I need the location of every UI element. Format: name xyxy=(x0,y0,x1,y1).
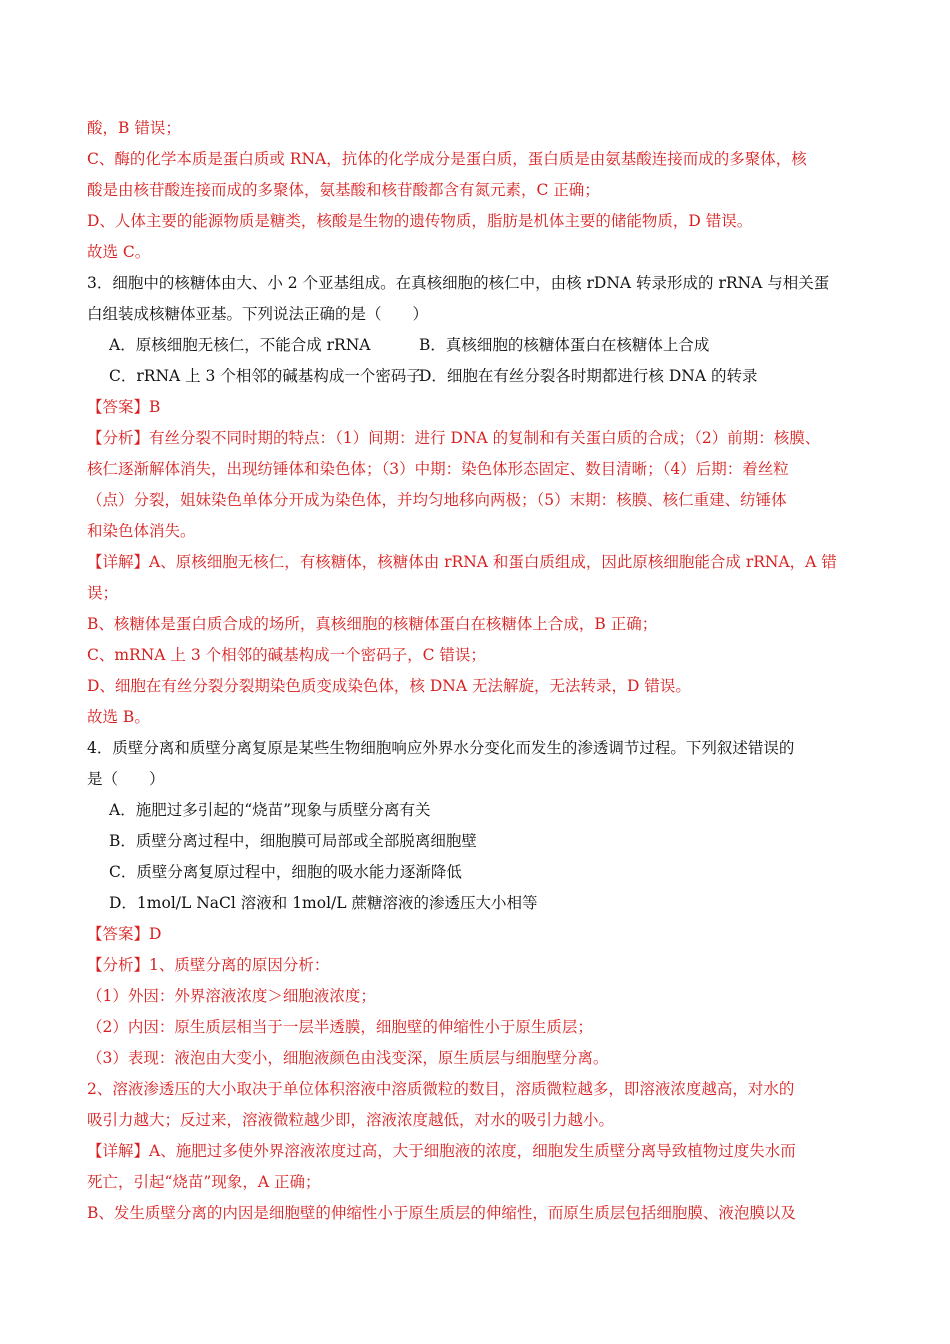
q3-detail-line: D、细胞在有丝分裂分裂期染色质变成染色体，核 DNA 无法解旋，无法转录，D 错误。 xyxy=(87,677,691,695)
q3-analysis-line: （点）分裂，姐妹染色单体分开成为染色体，并均匀地移向两极；（5）末期：核膜、核仁重建、纺锤体 xyxy=(87,491,787,509)
q4-analysis-line: （3）表现：液泡由大变小，细胞液颜色由浅变深，原生质层与细胞壁分离。 xyxy=(87,1049,609,1067)
q3-stem: 3．细胞中的核糖体由大、小 2 个亚基组成。在真核细胞的核仁中，由核 rDNA 转录形成的 rRNA 与相关蛋 xyxy=(87,274,830,292)
q3-analysis-line: 核仁逐渐解体消失，出现纺锤体和染色体；（3）中期：染色体形态固定、数目清晰；（4）后期：着丝粒 xyxy=(87,460,789,478)
q3-option-d: D．细胞在有丝分裂各时期都进行核 DNA 的转录 xyxy=(419,367,758,385)
q4-answer: 【答案】D xyxy=(87,925,162,943)
q3-options-row-1 xyxy=(87,330,857,361)
q3-stem: 白组装成核糖体亚基。下列说法正确的是（ ） xyxy=(87,305,429,323)
q3-detail-line: C、mRNA 上 3 个相邻的碱基构成一个密码子，C 错误； xyxy=(87,646,486,664)
q4-detail-line: 【详解】A、施肥过多使外界溶液浓度过高，大于细胞液的浓度，细胞发生质壁分离导致植物过度失水而 xyxy=(87,1142,796,1160)
q2-conclusion: 故选 C。 xyxy=(87,243,151,261)
q4-option-a: A．施肥过多引起的“烧苗”现象与质壁分离有关 xyxy=(109,801,431,819)
q3-analysis-line: 【分析】有丝分裂不同时期的特点：（1）间期：进行 DNA 的复制和有关蛋白质的合成；（2）前期：核膜、 xyxy=(87,429,821,447)
q4-analysis-line: 吸引力越大；反过来，溶液微粒越少即，溶液浓度越低，对水的吸引力越小。 xyxy=(87,1111,615,1129)
q4-stem: 是（ ） xyxy=(87,770,165,788)
q4-option-d: D．1mol/L NaCl 溶液和 1mol/L 蔗糖溶液的渗透压大小相等 xyxy=(109,894,538,912)
q4-analysis-line: 【分析】1、质壁分离的原因分析： xyxy=(87,956,330,974)
document-body xyxy=(87,113,857,1229)
q4-detail-line: B、发生质壁分离的内因是细胞壁的伸缩性小于原生质层的伸缩性，而原生质层包括细胞膜、液泡膜以及 xyxy=(87,1204,796,1222)
q2-explanation-line: 酸，B 错误； xyxy=(87,119,181,137)
q2-explanation-line: 酸是由核苷酸连接而成的多聚体，氨基酸和核苷酸都含有氮元素，C 正确； xyxy=(87,181,600,199)
q3-option-b: B．真核细胞的核糖体蛋白在核糖体上合成 xyxy=(419,336,710,354)
q4-detail-line: 死亡，引起“烧苗”现象，A 正确； xyxy=(87,1173,321,1191)
q4-option-b: B．质壁分离过程中，细胞膜可局部或全部脱离细胞壁 xyxy=(109,832,477,850)
q4-analysis-line: 2、溶液渗透压的大小取决于单位体积溶液中溶质微粒的数目，溶质微粒越多，即溶液浓度越高，对水的 xyxy=(87,1080,795,1098)
q2-explanation-line: C、酶的化学本质是蛋白质或 RNA，抗体的化学成分是蛋白质，蛋白质是由氨基酸连接而成的多聚体，核 xyxy=(87,150,807,168)
q3-analysis-line: 和染色体消失。 xyxy=(87,522,196,540)
q4-option-c: C．质壁分离复原过程中，细胞的吸水能力逐渐降低 xyxy=(109,863,462,881)
q3-detail-line: 误； xyxy=(87,584,119,602)
q3-option-c: C．rRNA 上 3 个相邻的碱基构成一个密码子 xyxy=(109,367,422,385)
q4-analysis-line: （2）内因：原生质层相当于一层半透膜，细胞壁的伸缩性小于原生质层； xyxy=(87,1018,593,1036)
q3-answer: 【答案】B xyxy=(87,398,161,416)
q3-option-a: A．原核细胞无核仁，不能合成 rRNA xyxy=(109,336,371,354)
q4-analysis-line: （1）外因：外界溶液浓度＞细胞液浓度； xyxy=(87,987,376,1005)
q3-detail-line: B、核糖体是蛋白质合成的场所，真核细胞的核糖体蛋白在核糖体上合成，B 正确； xyxy=(87,615,658,633)
q4-stem: 4．质壁分离和质壁分离复原是某些生物细胞响应外界水分变化而发生的渗透调节过程。下列叙述错误的 xyxy=(87,739,795,757)
q2-explanation-line: D、人体主要的能源物质是糖类，核酸是生物的遗传物质，脂肪是机体主要的储能物质，D 错误。 xyxy=(87,212,753,230)
q3-conclusion: 故选 B。 xyxy=(87,708,150,726)
q3-detail-line: 【详解】A、原核细胞无核仁，有核糖体，核糖体由 rRNA 和蛋白质组成，因此原核细胞能合成 rRNA，A 错 xyxy=(87,553,837,571)
q3-options-row-2 xyxy=(87,361,857,392)
